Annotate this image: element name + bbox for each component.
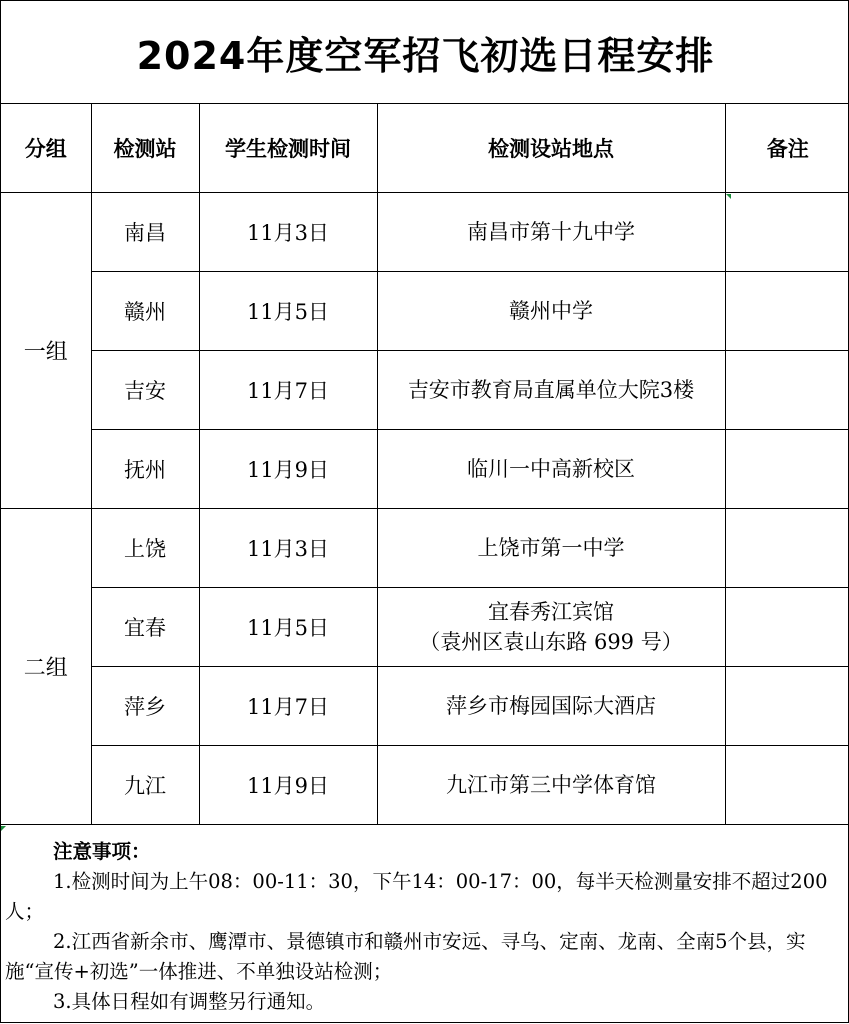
date-cell: 11月9日	[199, 746, 377, 825]
header-row	[1, 104, 849, 193]
station-cell: 萍乡	[91, 667, 199, 746]
location-line: 上饶市第一中学	[477, 536, 625, 560]
remark-cell	[725, 272, 849, 351]
location-line: （袁州区袁山东路 699 号）	[419, 630, 683, 654]
date-cell: 11月5日	[199, 588, 377, 667]
notes-section	[1, 826, 849, 1024]
cell-comment-marker	[726, 194, 731, 199]
remark-cell	[725, 509, 849, 588]
cell-comment-marker	[1, 826, 6, 831]
note-item: 1.检测时间为上午08：00-11：30，下午14：00-17：00，每半天检测量安排不超过200人；	[5, 870, 828, 923]
schedule-body	[1, 193, 849, 825]
table-row	[1, 351, 849, 430]
location-line: 吉安市教育局直属单位大院3楼	[407, 378, 695, 402]
station-cell: 宜春	[91, 588, 199, 667]
group-cell: 二组	[1, 509, 91, 825]
location-line: 赣州中学	[509, 299, 593, 323]
location-line: 宜春秀江宾馆	[488, 600, 614, 624]
table-row	[1, 667, 849, 746]
location-cell	[377, 667, 725, 746]
remark-cell	[725, 193, 849, 272]
date-cell: 11月3日	[199, 193, 377, 272]
remark-cell	[725, 667, 849, 746]
table-row	[1, 746, 849, 825]
station-cell: 上饶	[91, 509, 199, 588]
table-row	[1, 588, 849, 667]
remark-cell	[725, 746, 849, 825]
location-line: 萍乡市梅园国际大酒店	[446, 694, 656, 718]
station-cell: 抚州	[91, 430, 199, 509]
table-row	[1, 430, 849, 509]
location-line: 南昌市第十九中学	[467, 220, 635, 244]
date-cell: 11月5日	[199, 272, 377, 351]
station-cell: 赣州	[91, 272, 199, 351]
remark-cell	[725, 588, 849, 667]
location-line: 九江市第三中学体育馆	[446, 773, 656, 797]
location-cell	[377, 193, 725, 272]
location-cell	[377, 351, 725, 430]
station-cell: 九江	[91, 746, 199, 825]
location-cell	[377, 272, 725, 351]
header-group: 分组	[1, 104, 91, 193]
table-row	[1, 272, 849, 351]
header-location: 检测设站地点	[377, 104, 725, 193]
station-cell: 南昌	[91, 193, 199, 272]
header-time: 学生检测时间	[199, 104, 377, 193]
note-item: 2.江西省新余市、鹰潭市、景德镇市和赣州市安远、寻乌、定南、龙南、全南5个县，实施“宣传+初选”一体推进、不单独设站检测；	[5, 930, 806, 983]
date-cell: 11月9日	[199, 430, 377, 509]
table-row	[1, 509, 849, 588]
date-cell: 11月3日	[199, 509, 377, 588]
note-item: 3.具体日程如有调整另行通知。	[53, 990, 326, 1013]
header-remark: 备注	[725, 104, 849, 193]
location-cell	[377, 509, 725, 588]
location-cell	[377, 588, 725, 667]
group-cell: 一组	[1, 193, 91, 509]
header-station: 检测站	[91, 104, 199, 193]
page-title: 2024年度空军招飞初选日程安排	[1, 1, 849, 104]
date-cell: 11月7日	[199, 667, 377, 746]
notes-title: 注意事项：	[53, 840, 151, 863]
location-cell	[377, 746, 725, 825]
table-row	[1, 193, 849, 272]
location-line: 临川一中高新校区	[467, 457, 635, 481]
remark-cell	[725, 430, 849, 509]
station-cell: 吉安	[91, 351, 199, 430]
date-cell: 11月7日	[199, 351, 377, 430]
remark-cell	[725, 351, 849, 430]
location-cell	[377, 430, 725, 509]
schedule-table	[1, 104, 849, 825]
